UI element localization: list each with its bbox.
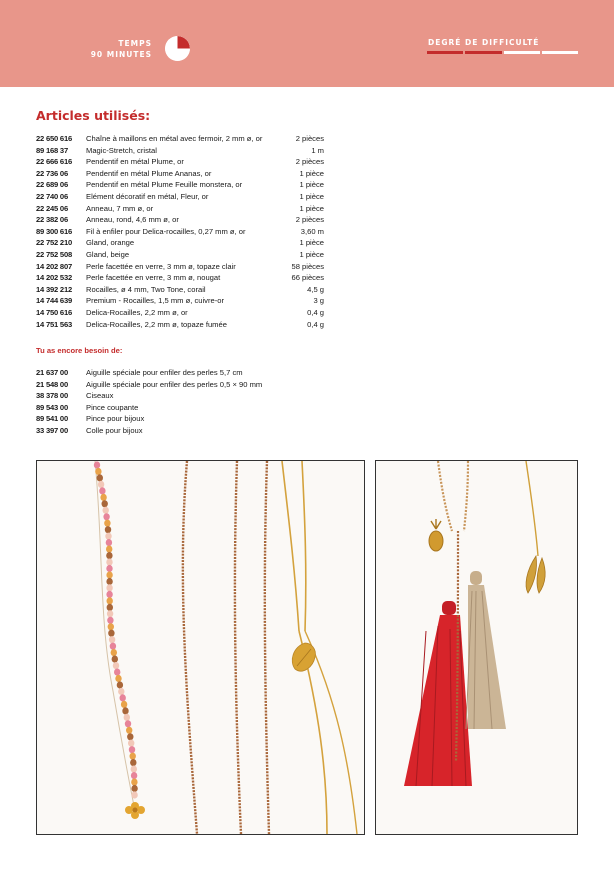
tassels-photo (375, 460, 578, 835)
bead (95, 468, 101, 475)
table-row (36, 295, 324, 307)
bead (113, 662, 119, 669)
article-code: 14 744 639 (36, 296, 73, 306)
article-qty: 1 pièce (299, 249, 324, 259)
bead (131, 772, 137, 779)
bead (117, 681, 123, 688)
bead (111, 649, 117, 656)
article-code: 22 382 06 (36, 215, 68, 225)
bead (114, 669, 120, 676)
bead (106, 546, 112, 553)
difficulty-segment (504, 51, 540, 54)
bead (108, 623, 114, 630)
table-row (36, 237, 324, 249)
tool-desc: Pince coupante (86, 402, 139, 412)
table-row (36, 203, 324, 215)
article-desc: Anneau, rond, 4,6 mm ø, or (86, 215, 179, 225)
article-code: 14 392 212 (36, 284, 73, 294)
tool-desc: Aiguille spéciale pour enfiler des perles 5,7 cm (86, 368, 243, 377)
bead (106, 578, 112, 585)
difficulty-segment (427, 51, 463, 54)
table-row (36, 379, 336, 391)
pineapple-pendant (429, 519, 443, 551)
article-code: 89 300 616 (36, 226, 73, 236)
bead (106, 584, 112, 591)
bead (130, 759, 136, 766)
copper-strand (265, 461, 269, 834)
bead (106, 552, 112, 559)
article-desc: Rocailles, ø 4 mm, Two Tone, corail (86, 284, 206, 294)
articles-table (36, 133, 324, 330)
article-qty: 3 g (313, 296, 324, 306)
article-desc: Pendentif en métal Plume Feuille monstera, or (86, 180, 243, 190)
bead (103, 513, 109, 520)
article-code: 89 168 37 (36, 145, 68, 155)
bead (126, 727, 132, 734)
bead (131, 791, 137, 798)
article-qty: 1 pièce (299, 168, 324, 178)
tool-desc: Colle pour bijoux (86, 425, 143, 435)
table-row (36, 390, 336, 402)
article-code: 22 689 06 (36, 180, 68, 190)
difficulty-segment (465, 51, 501, 54)
article-qty: 3,60 m (300, 226, 324, 236)
bead (131, 779, 137, 786)
article-code: 22 740 06 (36, 191, 68, 201)
article-qty: 2 pièces (295, 157, 324, 167)
bead (105, 526, 111, 533)
bead (130, 753, 136, 760)
table-row (36, 145, 324, 157)
tool-desc: Aiguille spéciale pour enfiler des perles 0,5 × 90 mm (86, 379, 263, 389)
bead (106, 559, 112, 566)
bead (106, 571, 112, 578)
bead (98, 481, 104, 488)
table-row (36, 307, 324, 319)
article-desc: Chaîne à maillons en métal avec fermoir, 2 mm ø, or (86, 134, 263, 143)
tool-code: 33 397 00 (36, 425, 68, 435)
bead (107, 597, 113, 604)
difficulty-label: DEGRÉ DE DIFFICULTÉ (428, 38, 540, 47)
tools-table (36, 367, 336, 437)
bead (102, 500, 108, 507)
clock-icon (165, 36, 190, 61)
table-row (36, 214, 324, 226)
bead (104, 520, 110, 527)
article-desc: Pendentif en métal Plume, or (86, 157, 184, 167)
article-qty: 0,4 g (307, 319, 324, 329)
tool-desc: Ciseaux (86, 391, 114, 401)
bead (103, 507, 109, 514)
article-code: 22 650 616 (36, 134, 73, 143)
bead (108, 630, 114, 637)
bead (115, 675, 121, 682)
tool-code: 21 548 00 (36, 379, 68, 389)
table-row (36, 425, 336, 437)
table-row (36, 191, 324, 203)
article-qty: 1 pièce (299, 238, 324, 248)
time-title: TEMPS (118, 39, 152, 48)
beaded-strand (94, 461, 138, 798)
bead (107, 604, 113, 611)
bead (131, 785, 137, 792)
bead (131, 766, 137, 773)
article-desc: Fil à enfiler pour Delica-rocailles, 0,27 mm ø, or (86, 226, 246, 236)
article-code: 22 736 06 (36, 168, 68, 178)
article-code: 14 202 532 (36, 273, 73, 283)
bead (128, 740, 134, 747)
bead (99, 487, 105, 494)
bead (110, 643, 116, 650)
article-qty: 1 pièce (299, 203, 324, 213)
bead (106, 565, 112, 572)
tool-code: 89 543 00 (36, 402, 68, 412)
tool-desc: Pince pour bijoux (86, 414, 145, 424)
table-row (36, 402, 336, 414)
table-row (36, 261, 324, 273)
necklaces-photo (36, 460, 365, 835)
difficulty-segment (542, 51, 578, 54)
article-code: 14 202 807 (36, 261, 73, 271)
article-code: 14 750 616 (36, 307, 73, 317)
article-qty: 1 m (311, 145, 324, 155)
table-row (36, 284, 324, 296)
article-desc: Pendentif en métal Plume Ananas, or (86, 168, 212, 178)
table-row (36, 319, 324, 331)
bead (109, 636, 115, 643)
bead (97, 474, 103, 481)
article-qty: 1 pièce (299, 180, 324, 190)
table-row (36, 168, 324, 180)
bead (107, 617, 113, 624)
table-row (36, 249, 324, 261)
article-qty: 66 pièces (291, 273, 324, 283)
tools-title: Tu as encore besoin de: (36, 346, 123, 355)
article-code: 22 752 508 (36, 249, 73, 259)
article-qty: 2 pièces (295, 215, 324, 225)
tool-code: 89 541 00 (36, 414, 68, 424)
time-label (91, 38, 152, 60)
article-code: 22 666 616 (36, 157, 73, 167)
article-qty: 58 pièces (291, 261, 324, 271)
bead (105, 533, 111, 540)
article-desc: Premium - Rocailles, 1,5 mm ø, cuivre-or (86, 296, 224, 306)
article-desc: Perle facettée en verre, 3 mm ø, topaze clair (86, 261, 236, 271)
article-desc: Perle facettée en verre, 3 mm ø, nougat (86, 273, 221, 283)
bead (122, 707, 128, 714)
copper-strand (235, 461, 241, 834)
article-desc: Elément décoratif en métal, Fleur, or (86, 191, 209, 201)
table-row (36, 179, 324, 191)
table-row (36, 272, 324, 284)
bead (106, 591, 112, 598)
article-code: 22 245 06 (36, 203, 68, 213)
article-desc: Gland, beige (86, 249, 130, 259)
table-row (36, 226, 324, 238)
article-qty: 4,5 g (307, 284, 324, 294)
article-desc: Gland, orange (86, 238, 135, 248)
tool-code: 38 378 00 (36, 391, 68, 401)
bead (118, 688, 124, 695)
bead (106, 539, 112, 546)
table-row (36, 156, 324, 168)
bead (94, 461, 100, 468)
time-value: 90 MINUTES (90, 50, 152, 59)
article-desc: Delica-Rocailles, 2,2 mm ø, topaze fumée (86, 319, 227, 329)
monstera-leaf-pendant (292, 643, 315, 671)
articles-title: Articles utilisés: (36, 108, 151, 123)
bead (100, 494, 106, 501)
copper-strand (183, 461, 197, 834)
table-row (36, 413, 336, 425)
bead (129, 746, 135, 753)
article-qty: 1 pièce (299, 191, 324, 201)
article-qty: 2 pièces (295, 134, 324, 143)
bead (125, 720, 131, 727)
bead (127, 733, 133, 740)
copper-strands (183, 461, 269, 834)
beige-tassel (466, 571, 506, 729)
article-desc: Delica-Rocailles, 2,2 mm ø, or (86, 307, 188, 317)
difficulty-bar (427, 51, 578, 54)
bead (107, 610, 113, 617)
feather-pendant (526, 556, 545, 593)
bead (121, 701, 127, 708)
flower-charm (125, 802, 145, 819)
tool-code: 21 637 00 (36, 368, 68, 377)
red-tassel (404, 601, 472, 786)
article-code: 22 752 210 (36, 238, 73, 248)
bead (120, 694, 126, 701)
bead (124, 714, 130, 721)
article-desc: Magic-Stretch, cristal (86, 145, 157, 155)
article-qty: 0,4 g (307, 307, 324, 317)
table-row (36, 133, 324, 145)
bead (112, 656, 118, 663)
table-row (36, 367, 336, 379)
article-desc: Anneau, 7 mm ø, or (86, 203, 154, 213)
header-band (0, 0, 614, 87)
article-code: 14 751 563 (36, 319, 73, 329)
